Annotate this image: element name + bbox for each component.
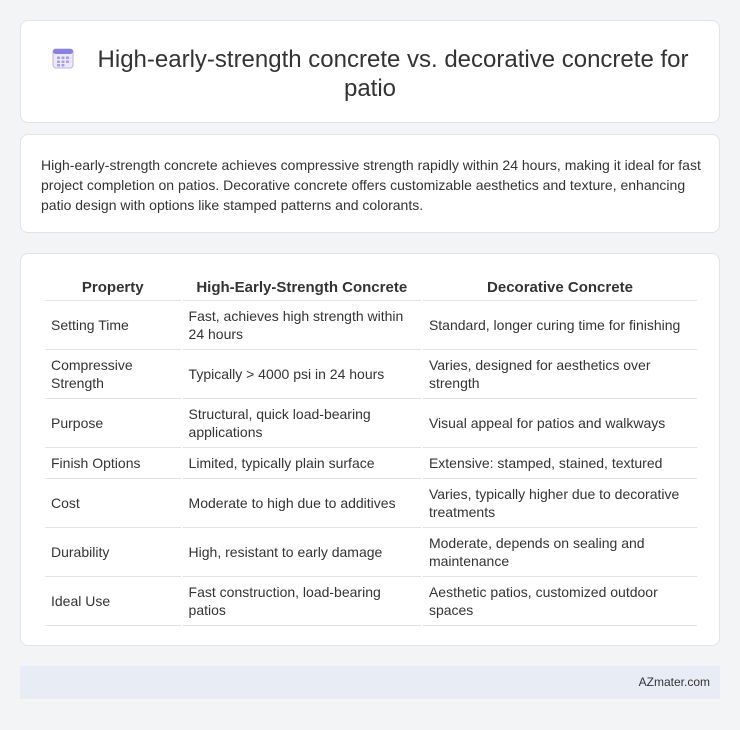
row-high-early-value: High, resistant to early damage xyxy=(183,528,421,577)
page-title-wrap xyxy=(21,45,719,103)
footer-site-name: AZmater.com xyxy=(638,675,710,689)
row-property: Compressive Strength xyxy=(45,350,181,399)
row-property: Finish Options xyxy=(45,448,181,479)
row-high-early-value: Limited, typically plain surface xyxy=(183,448,421,479)
calendar-icon xyxy=(52,47,74,69)
row-decorative-value: Varies, designed for aesthetics over strength xyxy=(423,350,697,399)
table-row xyxy=(45,479,697,528)
row-property: Durability xyxy=(45,528,181,577)
row-property: Setting Time xyxy=(45,301,181,350)
intro-card xyxy=(20,134,720,233)
table-row xyxy=(45,528,697,577)
title-card xyxy=(20,20,720,123)
table-header-row xyxy=(45,273,697,301)
page-title: High-early-strength concrete vs. decorative concrete for patio xyxy=(97,46,689,102)
intro-paragraph: High-early-strength concrete achieves compressive strength rapidly within 24 hours, making it ideal for fast project completion on patios. Decorative concrete offers customizable aesthetics and texture, enhancing patio design with options like stamped patterns and colorants. xyxy=(41,157,701,213)
row-property: Cost xyxy=(45,479,181,528)
header-property: Property xyxy=(45,273,181,301)
row-decorative-value: Aesthetic patios, customized outdoor spaces xyxy=(423,577,697,626)
header-decorative: Decorative Concrete xyxy=(423,273,697,301)
table-row xyxy=(45,350,697,399)
row-decorative-value: Extensive: stamped, stained, textured xyxy=(423,448,697,479)
table-row xyxy=(45,301,697,350)
row-high-early-value: Fast construction, load-bearing patios xyxy=(183,577,421,626)
row-high-early-value: Fast, achieves high strength within 24 hours xyxy=(183,301,421,350)
row-high-early-value: Structural, quick load-bearing applications xyxy=(183,399,421,448)
row-decorative-value: Moderate, depends on sealing and maintenance xyxy=(423,528,697,577)
table-row xyxy=(45,577,697,626)
row-decorative-value: Visual appeal for patios and walkways xyxy=(423,399,697,448)
row-property: Ideal Use xyxy=(45,577,181,626)
row-decorative-value: Standard, longer curing time for finishing xyxy=(423,301,697,350)
table-row xyxy=(45,448,697,479)
row-high-early-value: Typically > 4000 psi in 24 hours xyxy=(183,350,421,399)
row-high-early-value: Moderate to high due to additives xyxy=(183,479,421,528)
table-row xyxy=(45,399,697,448)
row-decorative-value: Varies, typically higher due to decorative treatments xyxy=(423,479,697,528)
comparison-table xyxy=(43,273,699,626)
header-high-early-strength: High-Early-Strength Concrete xyxy=(183,273,421,301)
comparison-table-card xyxy=(20,253,720,646)
footer-bar xyxy=(20,666,720,699)
row-property: Purpose xyxy=(45,399,181,448)
